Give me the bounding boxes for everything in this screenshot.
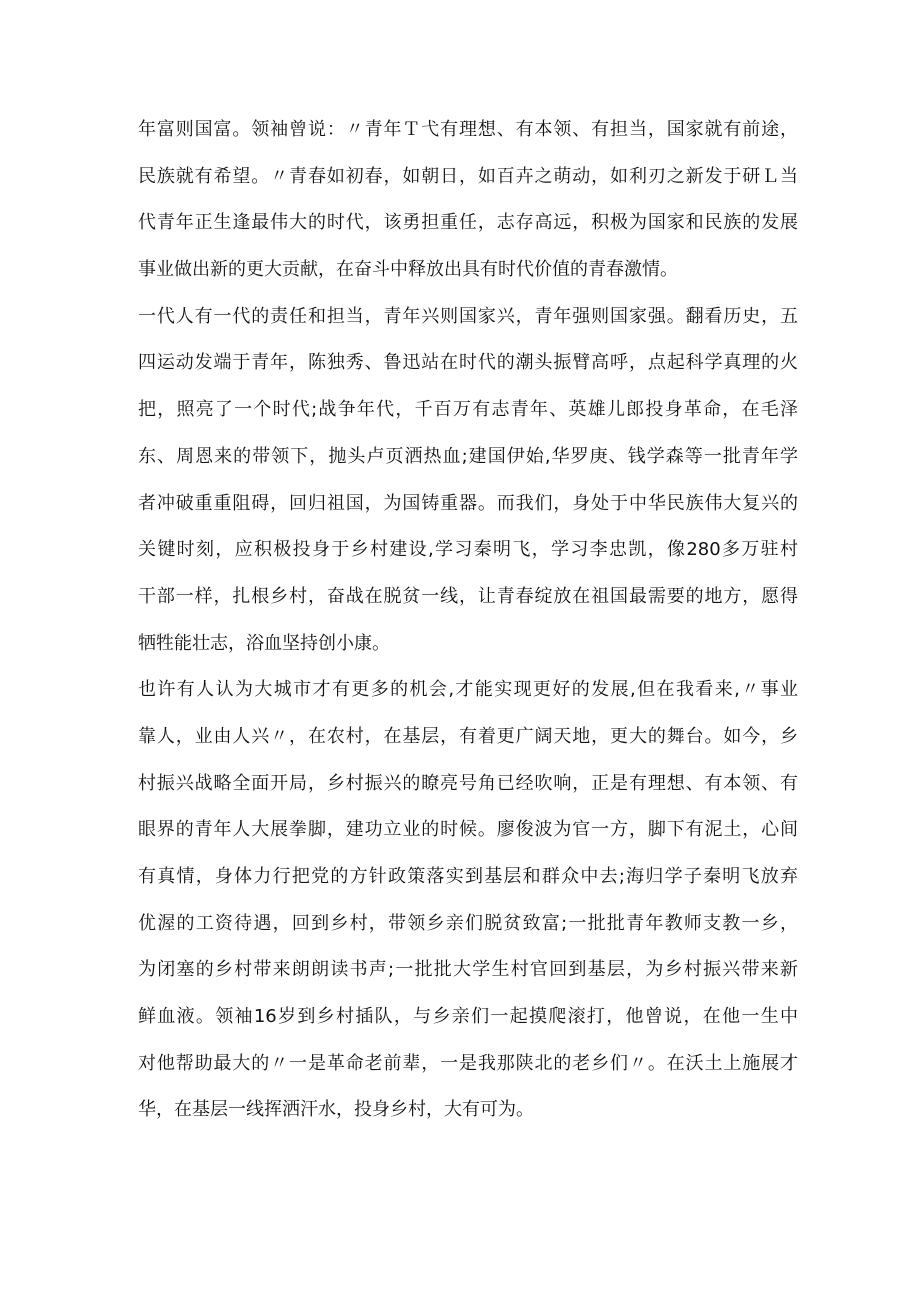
- text-line: 年富则国富。领袖曾说：〃青年Ｔ弋有理想、有本领、有担当，国家就有前途，: [138, 119, 798, 140]
- text-line: 者冲破重重阻碍，回归祖国，为国铸重器。而我们，身处于中华民族伟大复兴的: [138, 492, 798, 514]
- text-line: 优渥的工资待遇，回到乡村，带领乡亲们脱贫致富;一批批青年教师支教一乡，: [138, 912, 798, 934]
- document-body: [138, 110, 798, 1137]
- text-line: 民族就有希望。〃青春如初春，如朝日，如百卉之萌动，如利刃之新发于研Ｌ当: [138, 165, 798, 187]
- text-line: 眼界的青年人大展拳脚，建功立业的时候。廖俊波为官一方，脚下有泥土，心间: [138, 819, 798, 841]
- text-line: 对他帮助最大的〃一是革命老前辈，一是我那陕北的老乡们〃。在沃土上施展才: [138, 1052, 798, 1074]
- paragraph: [138, 110, 798, 290]
- text-line: 村振兴战略全面开局，乡村振兴的瞭亮号角已经吹响，正是有理想、有本领、有: [138, 772, 798, 794]
- text-line: 东、周恩来的带领下，抛头卢页洒热血;建国伊始,华罗庚、钱学森等一批青年学: [138, 445, 798, 467]
- text-line: 华，在基层一线挥洒汗水，投身乡村，大有可为。: [138, 1099, 534, 1121]
- text-line: 鲜血液。领袖16岁到乡村插队，与乡亲们一起摸爬滚打，他曾说，在他一生中: [138, 1006, 798, 1028]
- text-line: 一代人有一代的责任和担当，青年兴则国家兴，青年强则国家强。翻看历史，五: [138, 305, 798, 327]
- text-line: 事业做出新的更大贡献，在奋斗中释放出具有时代价值的青春激情。: [138, 259, 678, 281]
- text-line: 也许有人认为大城市才有更多的机会,才能实现更好的发展,但在我看来,〃事业: [138, 679, 798, 701]
- text-line: 牺牲能壮志，浴血坚持创小康。: [138, 632, 390, 654]
- text-line: 靠人，业由人兴〃，在农村，在基层，有着更广阔天地，更大的舞台。如今，乡: [138, 725, 798, 747]
- paragraph: [138, 297, 798, 664]
- text-line: 关键时刻，应积极投身于乡村建设,学习秦明飞，学习李忠凯，像280多万驻村: [138, 539, 798, 561]
- text-line: 代青年正生逢最伟大的时代，该勇担重任，志存高远，积极为国家和民族的发展: [138, 212, 798, 234]
- text-line: 为闭塞的乡村带来朗朗读书声;一批批大学生村官回到基层，为乡村振兴带来新: [138, 959, 798, 981]
- text-line: 有真情，身体力行把党的方针政策落实到基层和群众中去;海归学子秦明飞放弃: [138, 866, 798, 887]
- text-line: 把，照亮了一个时代;战争年代，千百万有志青年、英雄儿郎投身革命，在毛泽: [138, 399, 798, 421]
- text-line: 干部一样，扎根乡村，奋战在脱贫一线，让青春绽放在祖国最需要的地方，愿得: [138, 585, 798, 607]
- text-line: 四运动发端于青年，陈独秀、鲁迅站在时代的潮头振臂高呼，点起科学真理的火: [138, 352, 798, 374]
- paragraph: [138, 670, 798, 1130]
